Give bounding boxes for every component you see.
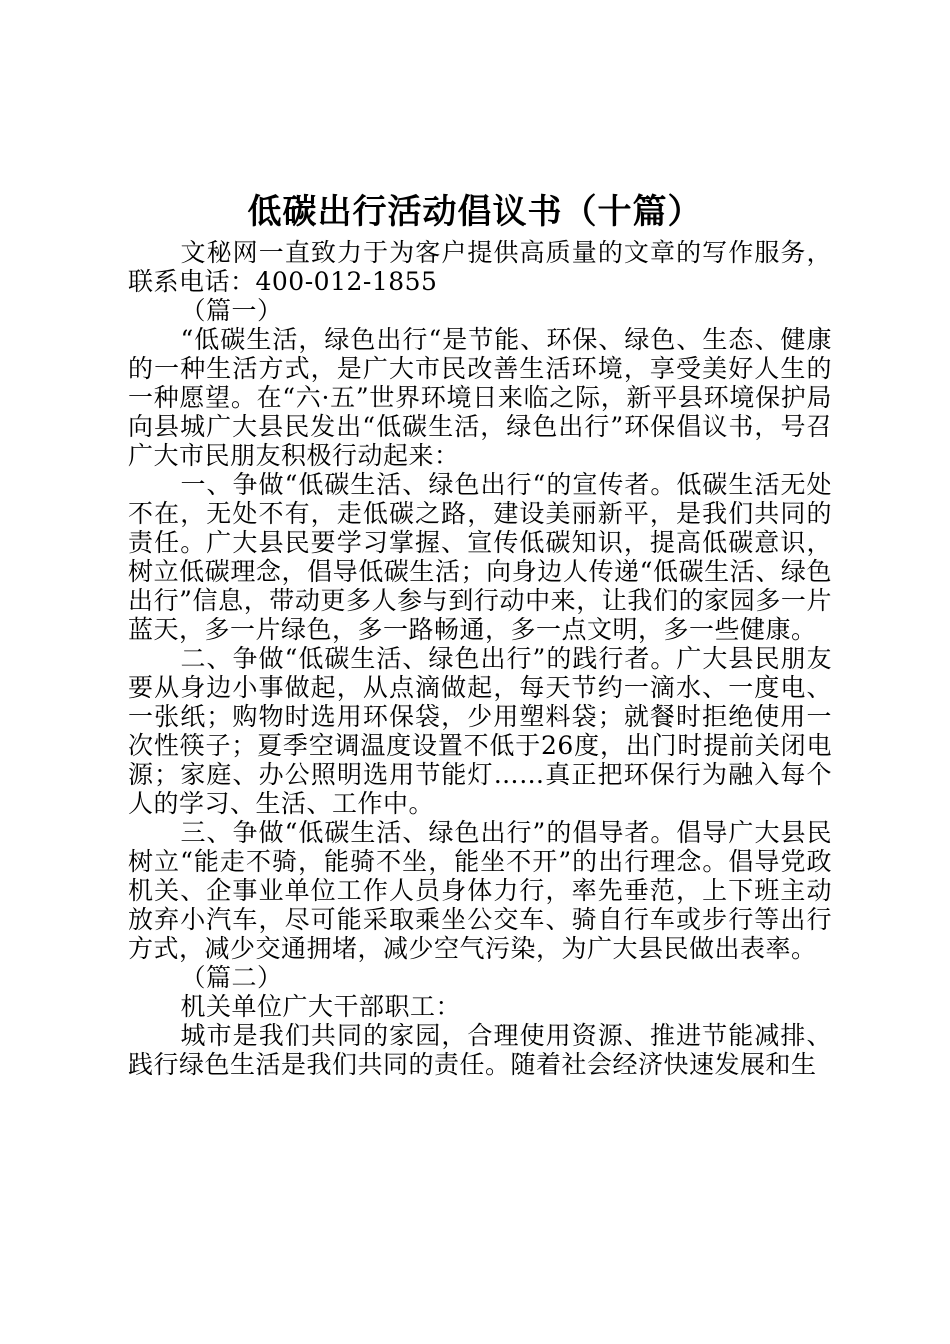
- document-body: [128, 238, 832, 1079]
- paragraph-salutation: 机关单位广大干部职工：: [180, 992, 462, 1021]
- paragraph: 一、争做“低碳生活、绿色出行“的宣传者。低碳生活无处不在，无处不有，走低碳之路，建设美丽新平，是我们共同的责任。广大县民要学习掌握、宣传低碳知识，提高低碳意识，树立低碳理念，倡导低碳生活；向身边人传递“低碳生活、绿色出行”信息，带动更多人参与到行动中来，让我们的家园多一片蓝天，多一片绿色，多一路畅通，多一点文明，多一些健康。: [128, 470, 832, 644]
- paragraph: 城市是我们共同的家园，合理使用资源、推进节能减排、践行绿色生活是我们共同的责任。随着社会经济快速发展和生: [128, 1021, 832, 1079]
- paragraph: 二、争做“低碳生活、绿色出行”的践行者。广大县民朋友要从身边小事做起，从点滴做起，每天节约一滴水、一度电、一张纸；购物时选用环保袋，少用塑料袋；就餐时拒绝使用一次性筷子；夏季空调温度设置不低于26度，出门时提前关闭电源；家庭、办公照明选用节能灯……真正把环保行为融入每个人的学习、生活、工作中。: [128, 644, 832, 818]
- paragraph-intro: 文秘网一直致力于为客户提供高质量的文章的写作服务，联系电话：400-012-1855: [128, 238, 832, 296]
- section-heading-1: （篇一）: [180, 296, 283, 325]
- section-heading-2: （篇二）: [180, 963, 283, 992]
- paragraph: “低碳生活，绿色出行“是节能、环保、绿色、生态、健康的一种生活方式，是广大市民改善生活环境，享受美好人生的一种愿望。在“六·五”世界环境日来临之际，新平县环境保护局向县城广大县民发出“低碳生活，绿色出行”环保倡议书，号召广大市民朋友积极行动起来：: [128, 325, 832, 470]
- document-title: 低碳出行活动倡议书（十篇）: [247, 192, 703, 232]
- paragraph: 三、争做“低碳生活、绿色出行”的倡导者。倡导广大县民树立“能走不骑，能骑不坐，能坐不开”的出行理念。倡导党政机关、企事业单位工作人员身体力行，率先垂范，上下班主动放弃小汽车，尽可能采取乘坐公交车、骑自行车或步行等出行方式，减少交通拥堵，减少空气污染，为广大县民做出表率。: [128, 818, 832, 963]
